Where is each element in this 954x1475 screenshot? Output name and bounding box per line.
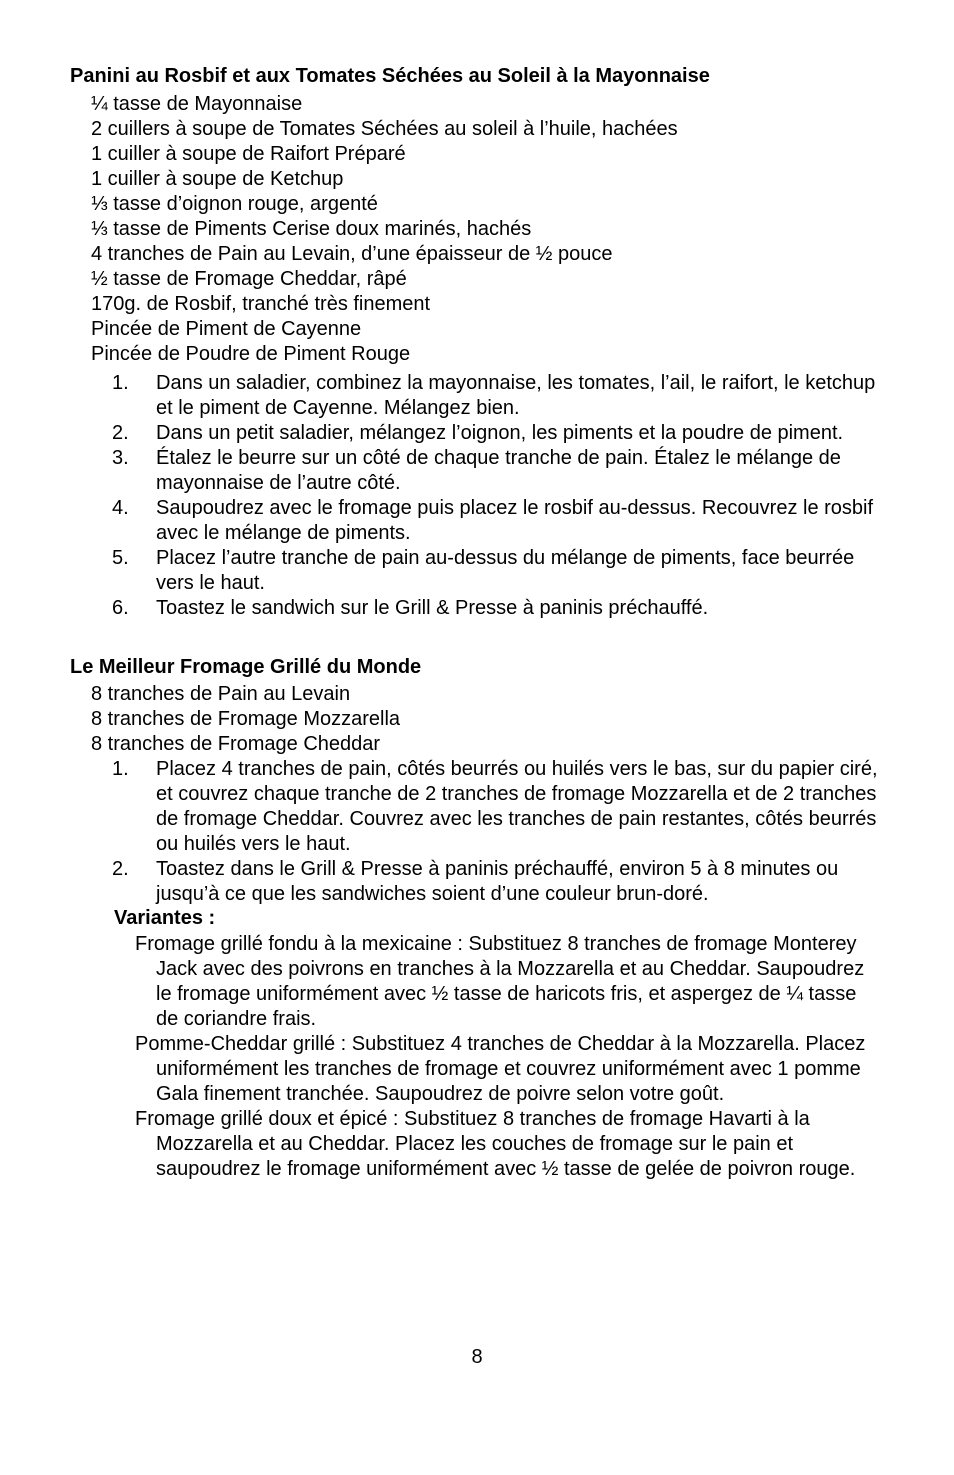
- ingredient-item: 2 cuillers à soupe de Tomates Séchées au soleil à l’huile, hachées: [91, 118, 678, 140]
- ingredient-item: 8 tranches de Fromage Cheddar: [91, 733, 381, 755]
- instruction-step: [112, 857, 882, 907]
- variant-item: Fromage grillé doux et épicé : Substituez 8 tranches de fromage Havarti à la Mozzarella et au Cheddar. Placez les couches de fromage sur le pain et saupoudrez le fromage uniformément avec ½ tasse de gelée de poivron rouge.: [135, 1108, 856, 1180]
- instruction-step: [112, 496, 882, 546]
- instruction-step: [112, 757, 882, 857]
- step-text: Étalez le beurre sur un côté de chaque tranche de pain. Étalez le mélange de mayonnaise de l’autre côté.: [156, 447, 841, 494]
- page-number: 8: [471, 1346, 483, 1368]
- ingredient-item: ⅓ tasse de Piments Cerise doux marinés, hachés: [91, 218, 532, 240]
- instruction-step: [112, 596, 882, 621]
- ingredient-item: 1 cuiller à soupe de Raifort Préparé: [91, 143, 406, 165]
- step-text: Toastez dans le Grill & Presse à paninis préchauffé, environ 5 à 8 minutes ou jusqu’à ce que les sandwiches soient d’une couleur brun-doré.: [156, 858, 839, 905]
- step-text: Toastez le sandwich sur le Grill & Presse à paninis préchauffé.: [156, 597, 709, 619]
- step-number: 6.: [112, 597, 129, 619]
- ingredient-item: ¼ tasse de Mayonnaise: [91, 93, 303, 115]
- step-number: 4.: [112, 497, 129, 519]
- instruction-list: [112, 371, 882, 621]
- ingredient-item: 1 cuiller à soupe de Ketchup: [91, 168, 344, 190]
- step-text: Placez l’autre tranche de pain au-dessus du mélange de piments, face beurrée vers le haut.: [156, 547, 855, 594]
- step-number: 2.: [112, 858, 129, 880]
- step-number: 1.: [112, 372, 129, 394]
- ingredient-item: ½ tasse de Fromage Cheddar, râpé: [91, 268, 407, 290]
- step-number: 3.: [112, 447, 129, 469]
- ingredient-item: 8 tranches de Pain au Levain: [91, 683, 351, 705]
- step-text: Dans un petit saladier, mélangez l’oignon, les piments et la poudre de piment.: [156, 422, 844, 444]
- instruction-step: [112, 446, 882, 496]
- ingredient-item: 8 tranches de Fromage Mozzarella: [91, 708, 401, 730]
- step-number: 1.: [112, 758, 129, 780]
- variants-list: [135, 932, 875, 1182]
- instruction-list: [112, 757, 882, 907]
- variant-item: Fromage grillé fondu à la mexicaine : Substituez 8 tranches de fromage Monterey Jack avec des poivrons en tranches à la Mozzarella et au Cheddar. Saupoudrez le fromage uniformément avec ½ tasse de haricots fris, et aspergez de ¼ tasse de coriandre frais.: [135, 933, 865, 1030]
- step-number: 5.: [112, 547, 129, 569]
- ingredient-list: [91, 92, 678, 367]
- instruction-step: [112, 546, 882, 596]
- instruction-step: [112, 371, 882, 421]
- ingredient-item: 170g. de Rosbif, tranché très finement: [91, 293, 431, 315]
- ingredient-item: Pincée de Poudre de Piment Rouge: [91, 343, 411, 365]
- variant-item: Pomme-Cheddar grillé : Substituez 4 tranches de Cheddar à la Mozzarella. Placez uniformément les tranches de fromage et couvrez uniformément avec 1 pomme Gala finement tranchée. Saupoudrez de poivre selon votre goût.: [135, 1033, 866, 1105]
- step-number: 2.: [112, 422, 129, 444]
- ingredient-item: Pincée de Piment de Cayenne: [91, 318, 362, 340]
- variants-heading: Variantes :: [114, 907, 216, 929]
- step-text: Placez 4 tranches de pain, côtés beurrés ou huilés vers le bas, sur du papier ciré, et couvrez chaque tranche de 2 tranches de fromage Mozzarella et de 2 tranches de fromage Cheddar. Couvrez avec les tranches de pain restantes, côtés beurrés ou huilés vers le haut.: [156, 758, 878, 855]
- recipe-title: Panini au Rosbif et aux Tomates Séchées au Soleil à la Mayonnaise: [70, 65, 710, 87]
- ingredient-item: ⅓ tasse d’oignon rouge, argenté: [91, 193, 378, 215]
- instruction-step: [112, 421, 882, 446]
- step-text: Saupoudrez avec le fromage puis placez le rosbif au-dessus. Recouvrez le rosbif avec le mélange de piments.: [156, 497, 874, 544]
- ingredient-item: 4 tranches de Pain au Levain, d’une épaisseur de ½ pouce: [91, 243, 613, 265]
- step-text: Dans un saladier, combinez la mayonnaise, les tomates, l’ail, le raifort, le ketchup et le piment de Cayenne. Mélangez bien.: [156, 372, 876, 419]
- ingredient-list: [91, 682, 400, 757]
- recipe-title: Le Meilleur Fromage Grillé du Monde: [70, 656, 422, 678]
